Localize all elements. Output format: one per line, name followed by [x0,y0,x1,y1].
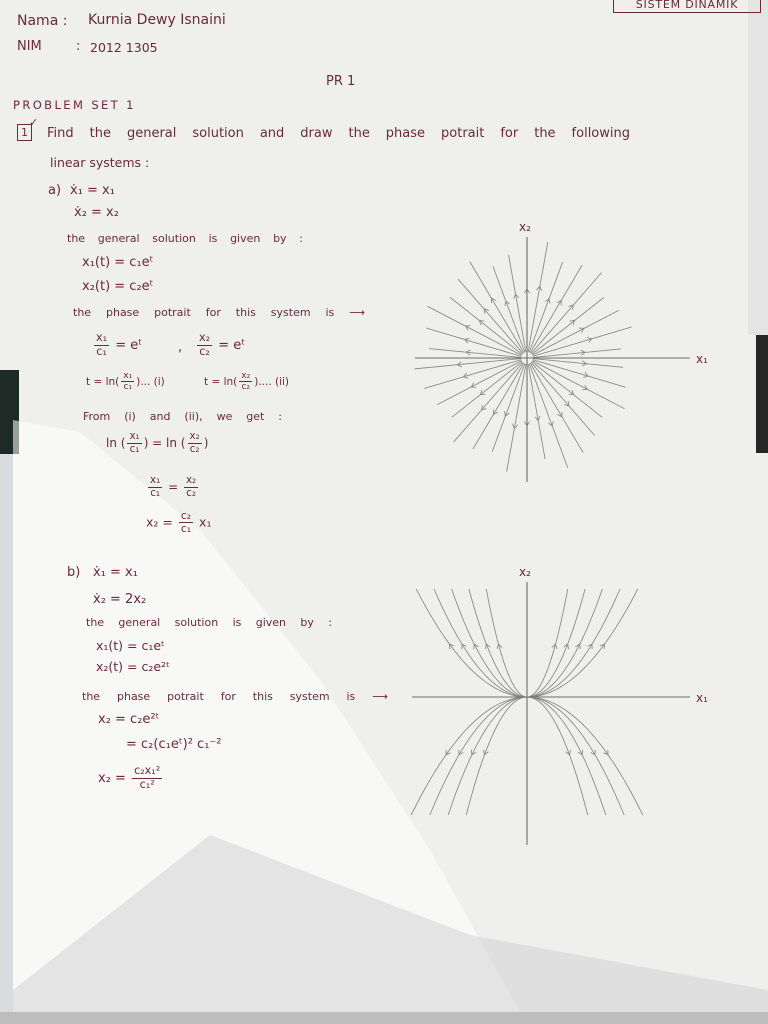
phase-portrait-a [405,218,720,490]
trajectory-curve [527,589,568,697]
trajectory-line [528,242,548,352]
page-title: PR 1 [326,74,356,89]
fraction-denominator: c₁² [139,777,155,791]
trajectory-curve [416,589,527,697]
problem-number-box: 1 [17,124,32,141]
trajectory-line [470,261,524,352]
math-text: )... (i) [136,375,165,388]
trajectory-curve [434,589,527,697]
fraction-denominator: c₂ [241,382,251,393]
course-stamp: SISTEM DINAMIK [613,0,761,13]
phase-portrait-a-x-axis-label: x₁ [696,352,708,366]
part-b-result [98,765,164,792]
trajectory-curve [448,697,527,815]
part-a-system-eq1: ẋ₁ = x₁ [70,183,115,198]
fraction-denominator: c₁ [150,486,161,499]
trajectory-line [454,362,523,441]
table-surface [0,1012,768,1024]
nim-separator: : [76,39,81,54]
part-a-ratio-separator: , [178,340,183,355]
fraction-denominator: c₁ [129,442,140,455]
name-value: Kurnia Dewy Isnaini [88,12,226,28]
left-edge-margin [0,454,13,1012]
nim-label: NIM [17,39,42,54]
problem-set-heading: PROBLEM SET 1 [13,98,136,112]
math-text: ln ( [106,435,126,450]
fraction-denominator: c₁ [123,382,133,393]
phase-portrait-b-x-axis-label: x₁ [696,691,708,705]
trajectory-line [507,364,526,472]
name-label: Nama : [17,13,68,29]
fraction [127,431,141,456]
fraction-denominator: c₂ [199,344,210,358]
trajectory-line [533,349,621,358]
problem-statement-line1: Find the general solution and draw the phase potrait for the following [47,126,630,141]
math-text: x₂ = [146,514,177,530]
fraction-numerator: x₁ [96,331,108,344]
trajectory-curve [527,589,638,697]
fraction [132,765,162,792]
phase-portrait-a-trajectories [415,242,632,472]
trajectory-line [531,273,602,354]
nim-value: 2012 1305 [90,40,158,55]
math-text: t = ln( [204,375,238,388]
part-b-general-solution-intro: the general solution is given by : [86,616,332,629]
trajectory-line [415,359,521,369]
math-text: = [164,479,182,494]
part-b-system-eq1: ẋ₁ = x₁ [93,565,138,580]
trajectory-curve [527,589,620,697]
trajectory-curve [430,697,527,815]
part-a-ratio-equality [146,475,200,500]
fraction-numerator: x₂ [189,430,200,442]
right-edge-dark-strip [756,335,768,453]
fraction [179,510,193,536]
fraction-denominator: c₁ [96,344,107,358]
trajectory-curve [486,589,527,697]
fraction [197,332,212,359]
fraction-numerator: x₁ [150,474,161,486]
trajectory-line [437,361,522,405]
trajectory-line [530,363,583,453]
part-a-general-solution-intro: the general solution is given by : [67,232,303,245]
fraction [239,371,252,393]
fraction-numerator: x₂ [241,371,251,381]
part-a-result [146,510,211,536]
fraction-denominator: c₂ [186,486,196,499]
part-a-combine-intro: From (i) and (ii), we get : [83,410,282,423]
part-b-solution-x1: x₁(t) = c₁eᵗ [96,638,165,653]
trajectory-line [429,349,521,358]
part-b-derivation-2: = c₂(c₁eᵗ)² c₁⁻² [126,737,222,752]
part-b-solution-x2: x₂(t) = c₂e²ᵗ [96,659,170,674]
trajectory-curve [527,697,643,815]
check-mark-icon: ✓ [29,116,39,129]
math-text: ).... (ii) [254,375,290,388]
math-text: = eᵗ [214,337,246,353]
problem-statement-line2: linear systems : [50,155,150,170]
part-a-log-equality [106,431,208,456]
trajectory-line [532,310,618,355]
trajectory-curve [527,697,606,815]
part-b-derivation-1: x₂ = c₂e²ᵗ [98,712,160,727]
part-a-solution-x2: x₂(t) = c₂eᵗ [82,279,154,294]
fraction-numerator: x₂ [199,331,211,344]
math-text: x₁ [195,514,212,530]
part-a-ratio-row-1 [92,332,142,359]
fraction [188,431,202,456]
fraction-numerator: x₁ [123,371,133,381]
fraction-denominator: c₂ [189,442,200,455]
part-a-ratio-row-2 [195,332,245,359]
math-text: ) = ln ( [143,435,186,450]
trajectory-line [533,359,623,368]
part-a-system-eq2: ẋ₂ = x₂ [74,205,119,220]
fraction-numerator: x₁ [129,430,140,442]
fraction-numerator: c₂x₁² [134,764,161,777]
part-a-phase-portrait-intro: the phase potrait for this system is ⟶ [73,306,365,319]
part-a-log-row-i [86,371,165,393]
right-edge-shade [748,0,768,335]
fraction [94,332,109,359]
trajectory-line [509,255,526,352]
phase-portrait-b-y-axis-label: x₂ [519,565,531,579]
math-text: t = ln( [86,375,120,388]
fraction [121,371,134,393]
phase-portrait-b [405,562,720,852]
part-b-label: b) [67,565,81,580]
fraction-numerator: x₂ [185,474,197,486]
fraction-denominator: c₁ [180,522,192,536]
fraction [184,475,198,500]
part-a-label: a) [48,183,62,198]
part-b-system-eq2: ẋ₂ = 2x₂ [93,592,147,607]
trajectory-line [428,306,522,355]
trajectory-line [528,364,545,459]
fraction [148,475,162,500]
fraction-numerator: c₂ [180,509,192,522]
part-a-log-row-ii [204,371,289,393]
trajectory-line [532,361,624,409]
part-b-phase-portrait-intro: the phase potrait for this system is ⟶ [82,690,388,703]
math-text: = eᵗ [111,337,143,353]
trajectory-curve [527,697,624,815]
phase-portrait-a-y-axis-label: x₂ [519,220,531,234]
math-text: x₂ = [98,770,131,786]
trajectory-curve [411,697,527,815]
part-a-solution-x1: x₁(t) = c₁eᵗ [82,255,154,270]
math-text: ) [203,435,209,450]
